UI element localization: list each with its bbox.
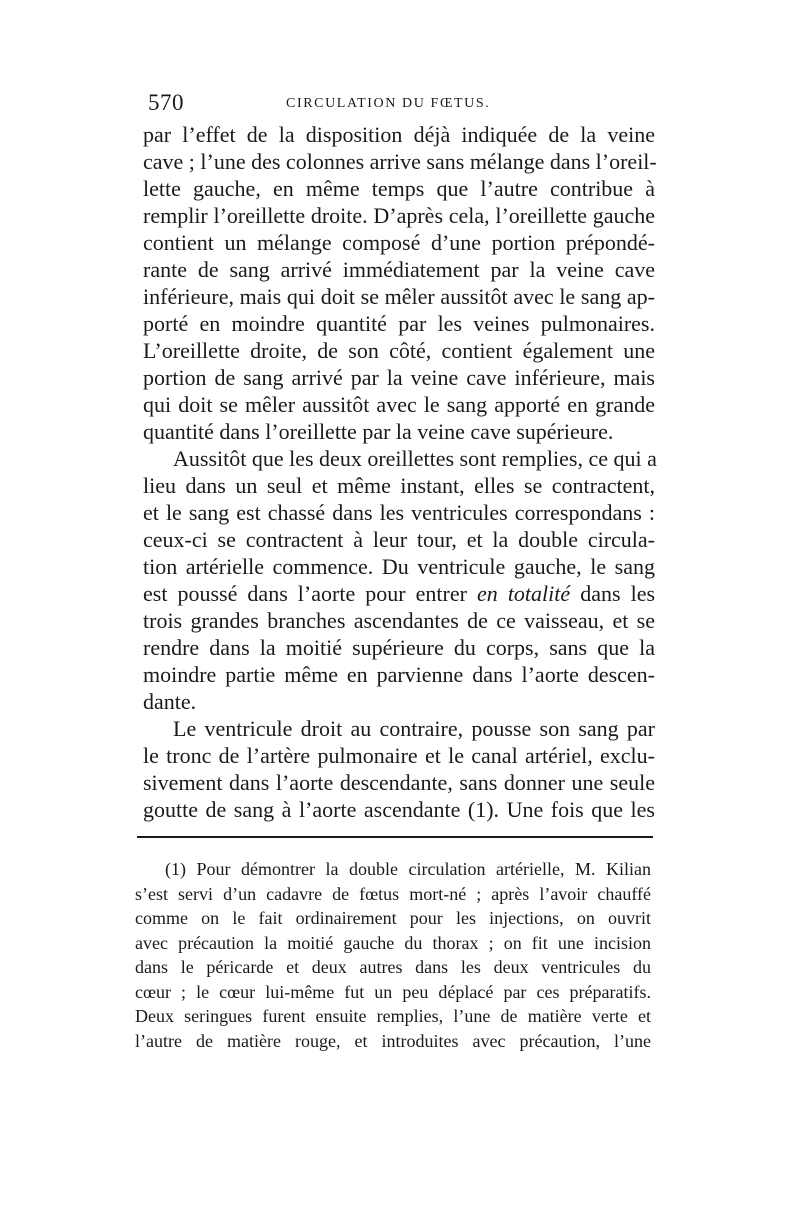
text-line: porté en moindre quantité par les veines pulmonaires.	[143, 311, 655, 336]
footnote-line: s’est servi d’un cadavre de fœtus mort-né ; après l’avoir chauffé	[135, 883, 651, 904]
footnote	[135, 857, 651, 1053]
text-line: lieu dans un seul et même instant, elles se contractent,	[143, 473, 655, 498]
paragraph-end-line: quantité dans l’oreillette par la veine cave supérieure.	[143, 419, 614, 444]
footnote-divider	[137, 836, 653, 838]
text-line: contient un mélange composé d’une portion prépondé-	[143, 230, 655, 255]
text-line: et le sang est chassé dans les ventricules correspondans :	[143, 500, 655, 525]
footnote-line: l’autre de matière rouge, et introduites avec précaution, l’une	[135, 1030, 651, 1051]
text-line: portion de sang arrivé par la veine cave inférieure, mais	[143, 365, 655, 390]
running-head: CIRCULATION DU FŒTUS.	[286, 96, 491, 111]
text-line: lette gauche, en même temps que l’autre contribue à	[143, 176, 655, 201]
text-line: remplir l’oreillette droite. D’après cela, l’oreillette gauche	[143, 203, 655, 228]
text-line: par l’effet de la disposition déjà indiquée de la veine	[143, 122, 655, 147]
footnote-line: comme on le fait ordinairement pour les injections, on ouvrit	[135, 908, 651, 928]
text-line: ceux-ci se contractent à leur tour, et la double circula-	[143, 527, 655, 552]
text-line: trois grandes branches ascendantes de ce vaisseau, et se	[143, 608, 655, 633]
page-header	[148, 90, 658, 118]
paragraph-end-line: dante.	[143, 689, 197, 714]
text-segment: dans les	[580, 581, 656, 606]
text-line: cave ; l’une des colonnes arrive sans mélange dans l’oreil-	[143, 149, 657, 174]
footnote-line: Deux seringues furent ensuite remplies, l’une de matière verte et	[135, 1006, 651, 1026]
footnote-line: (1) Pour démontrer la double circulation artérielle, M. Kilian	[165, 859, 651, 879]
text-line: sivement dans l’aorte descendante, sans donner une seule	[143, 770, 655, 795]
text-line: moindre partie même en parvienne dans l’aorte descen-	[143, 662, 655, 687]
text-line: Le ventricule droit au contraire, pousse son sang par	[173, 716, 655, 741]
italic-phrase: en totalité	[477, 581, 571, 606]
text-line: rendre dans la moitié supérieure du corps, sans que la	[143, 635, 655, 660]
page-number: 570	[148, 90, 184, 115]
text-line: Aussitôt que les deux oreillettes sont remplies, ce qui a	[173, 446, 657, 471]
text-line: goutte de sang à l’aorte ascendante (1). Une fois que les	[143, 797, 655, 822]
text-line: tion artérielle commence. Du ventricule gauche, le sang	[143, 554, 655, 579]
text-line-with-italic	[143, 580, 655, 607]
text-line: inférieure, mais qui doit se mêler aussitôt avec le sang ap-	[143, 284, 655, 309]
footnote-line: cœur ; le cœur lui-même fut un peu déplacé par ces préparatifs.	[135, 981, 651, 1002]
text-line: le tronc de l’artère pulmonaire et le canal artériel, exclu-	[143, 743, 655, 768]
footnote-line: dans le péricarde et deux autres dans les deux ventricules du	[135, 957, 651, 977]
text-segment: est poussé dans l’aorte pour entrer	[143, 581, 467, 606]
text-line: qui doit se mêler aussitôt avec le sang apporté en grande	[143, 392, 655, 417]
main-text	[143, 121, 655, 823]
footnote-line: avec précaution la moitié gauche du thorax ; on fit une incision	[135, 932, 651, 953]
text-line: rante de sang arrivé immédiatement par la veine cave	[143, 257, 655, 282]
text-line: L’oreillette droite, de son côté, contient également une	[143, 338, 655, 363]
